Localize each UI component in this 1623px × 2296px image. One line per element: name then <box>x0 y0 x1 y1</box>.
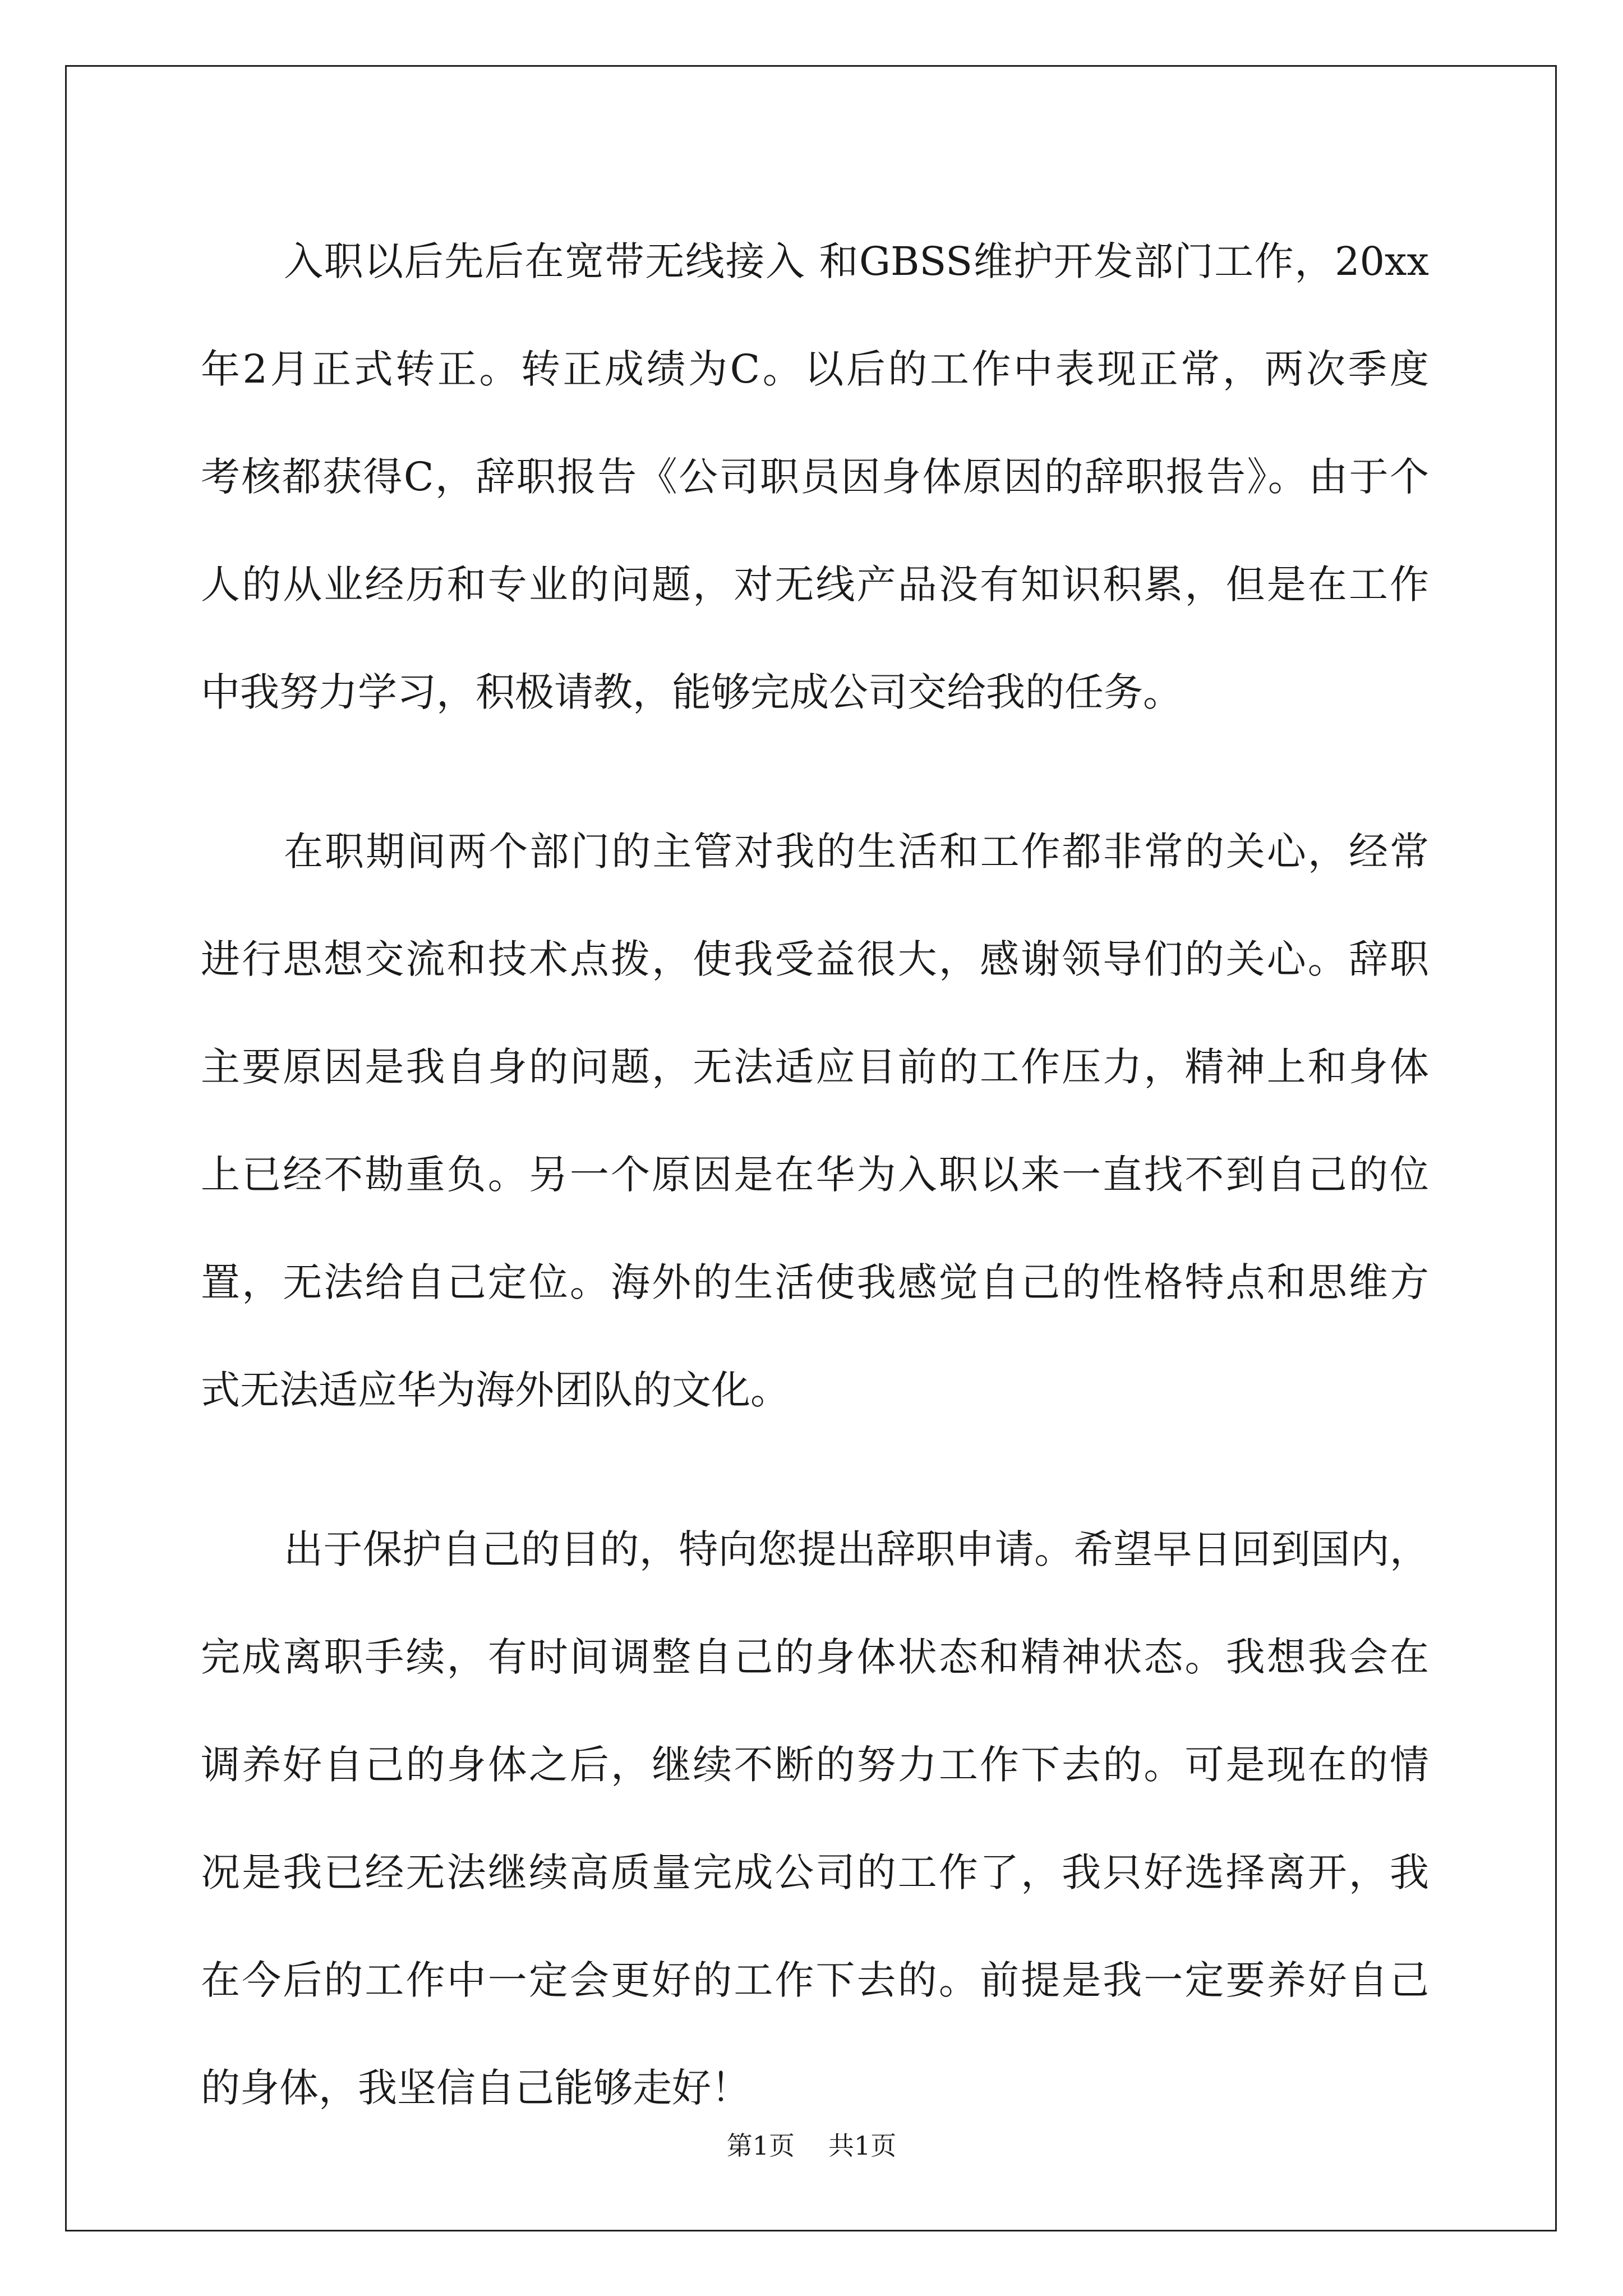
page-total: 共1页 <box>828 2131 897 2161</box>
paragraph-3-line-3: 调养好自己的身体之后，继续不断的努力工作下去的。可是现在的情 <box>201 1742 1429 1788</box>
page-number: 第1页 <box>726 2131 795 2161</box>
paragraph-2-line-4: 上已经不勘重负。另一个原因是在华为入职以来一直找不到自己的位 <box>201 1152 1429 1198</box>
paragraph-3-line-5: 在今后的工作中一定会更好的工作下去的。前提是我一定要养好自己 <box>201 1957 1429 2003</box>
paragraph-1-line-2: 年2月正式转正。转正成绩为C。以后的工作中表现正常，两次季度 <box>201 346 1429 392</box>
paragraph-2-line-2: 进行思想交流和技术点拨，使我受益很大，感谢领导们的关心。辞职 <box>201 936 1429 982</box>
paragraph-3-line-6: 的身体，我坚信自己能够走好！ <box>201 2065 750 2111</box>
paragraph-2-line-3: 主要原因是我自身的问题，无法适应目前的工作压力，精神上和身体 <box>201 1044 1429 1090</box>
page-footer <box>0 2129 1623 2162</box>
paragraph-2-line-6: 式无法适应华为海外团队的文化。 <box>201 1367 790 1413</box>
document-body <box>201 208 1429 2142</box>
paragraph-3-line-2: 完成离职手续，有时间调整自己的身体状态和精神状态。我想我会在 <box>201 1634 1429 1680</box>
paragraph-1-line-1: 入职以后先后在宽带无线接入 和GBSS维护开发部门工作，20xx <box>284 238 1429 284</box>
paragraph-2-line-1: 在职期间两个部门的主管对我的生活和工作都非常的关心，经常 <box>284 829 1429 875</box>
paragraph-3-line-1: 出于保护自己的目的，特向您提出辞职申请。希望早日回到国内， <box>284 1526 1429 1572</box>
paragraph-2-line-5: 置，无法给自己定位。海外的生活使我感觉自己的性格特点和思维方 <box>201 1259 1429 1305</box>
paragraph-1-line-5: 中我努力学习，积极请教，能够完成公司交给我的任务。 <box>201 669 1182 715</box>
paragraph-1-line-3: 考核都获得C，辞职报告《公司职员因身体原因的辞职报告》。由于个 <box>201 454 1429 500</box>
paragraph-1-line-4: 人的从业经历和专业的问题，对无线产品没有知识积累，但是在工作 <box>201 562 1429 608</box>
paragraph-3-line-4: 况是我已经无法继续高质量完成公司的工作了，我只好选择离开，我 <box>201 1849 1429 1895</box>
